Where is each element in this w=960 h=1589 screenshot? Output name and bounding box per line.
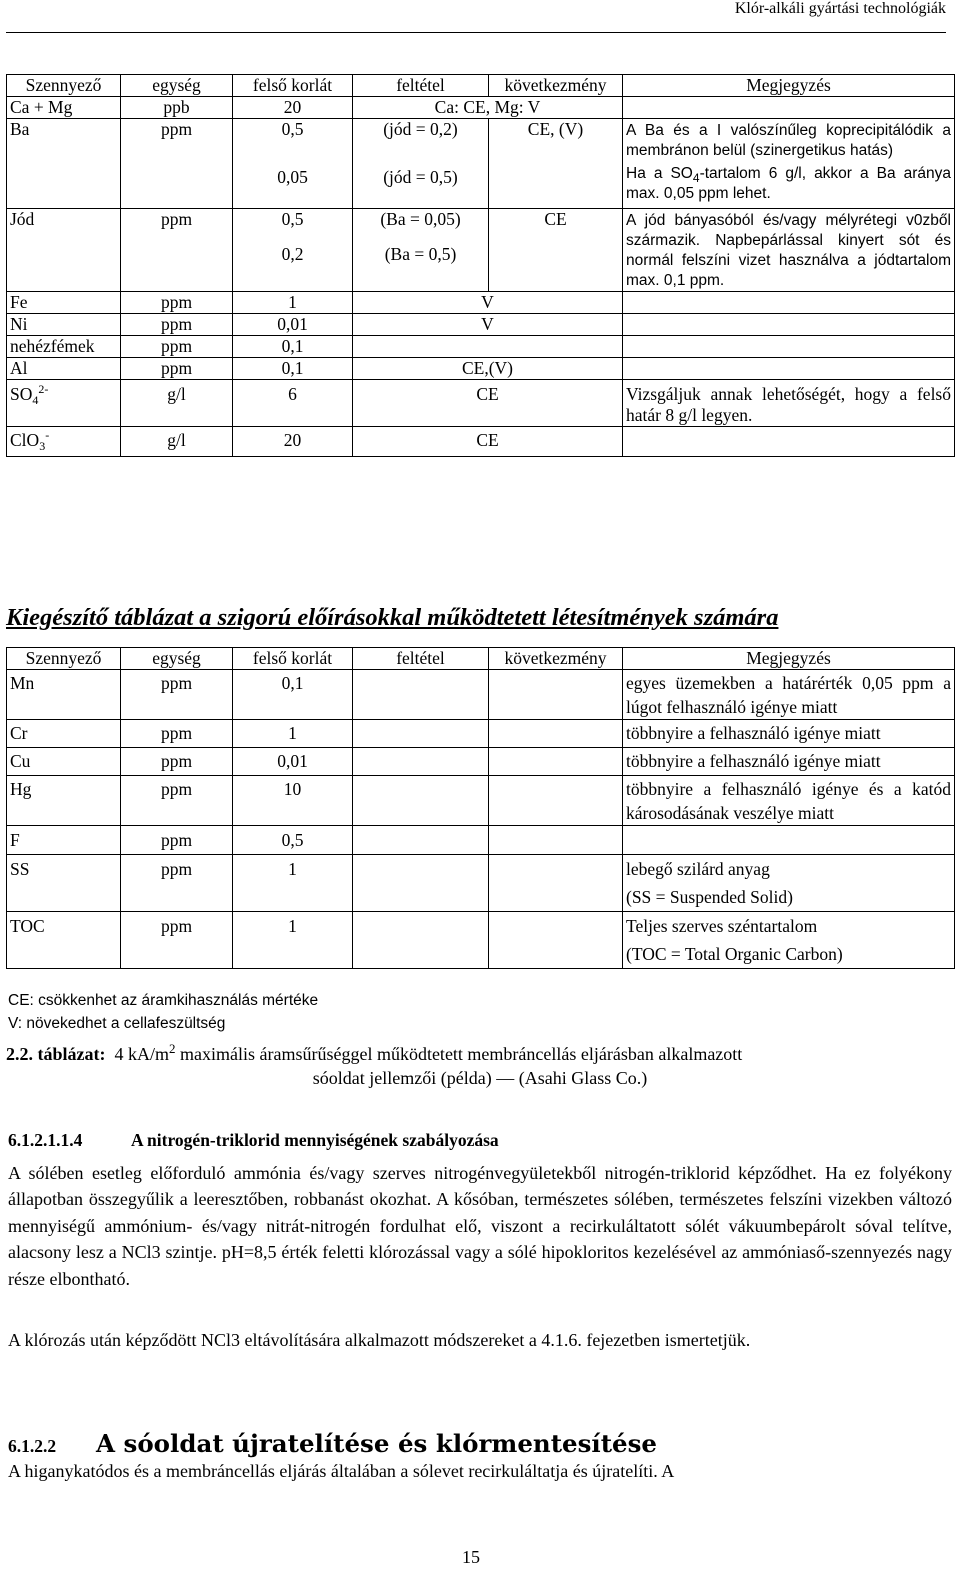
table-row: [7, 427, 955, 457]
column-header: egység: [121, 648, 233, 670]
note-cell: [623, 912, 955, 969]
condition-cell: [353, 209, 489, 292]
table-row: [7, 912, 955, 969]
column-header: feltétel: [353, 648, 489, 670]
paragraph: A klórozás után képződött NCl3 eltávolítására alkalmazott módszereket a 4.1.6. fejezetben ismertetjük.: [8, 1330, 751, 1350]
limit-cell: 1: [233, 912, 353, 969]
column-header: Szennyező: [7, 648, 121, 670]
unit-cell: ppm: [121, 776, 233, 826]
unit-cell: ppm: [121, 358, 233, 380]
impurity-name: ClO$_3$-: [7, 427, 121, 457]
table-row: [7, 119, 955, 209]
condition-cell: [353, 776, 489, 826]
table-row: [7, 670, 955, 720]
consequence-cell: CE, (V): [489, 119, 623, 209]
consequence-cell: CE: [353, 380, 623, 427]
unit-cell: ppm: [121, 314, 233, 336]
note-text: A Ba és a I valószínűleg koprecipitálódik a membránon belül (szinergetikus hatás): [626, 122, 951, 159]
section-title: A sóoldat újratelítése és klórmentesítése: [96, 1429, 658, 1458]
limit-cell: 0,5: [233, 826, 353, 855]
limit-cell: 0,01: [233, 314, 353, 336]
impurity-table: [6, 74, 955, 457]
consequence-cell: [489, 912, 623, 969]
note-cell: többnyire a felhasználó igénye miatt: [623, 748, 955, 776]
impurity-name: Fe: [7, 292, 121, 314]
impurity-name: SS: [7, 855, 121, 912]
note-cell: [623, 292, 955, 314]
table-row: [7, 855, 955, 912]
table-row: [7, 314, 955, 336]
consequence-cell: CE: [489, 209, 623, 292]
legend: [8, 989, 318, 1035]
table-row: [7, 748, 955, 776]
table-row: [7, 97, 955, 119]
impurity-name: Al: [7, 358, 121, 380]
consequence-cell: [489, 720, 623, 748]
consequence-cell: [489, 670, 623, 720]
limit-value: 0,05: [277, 167, 308, 187]
condition-value: (jód = 0,2): [383, 119, 458, 139]
table-row: [7, 826, 955, 855]
impurity-name: Cr: [7, 720, 121, 748]
note-cell: [623, 358, 955, 380]
consequence-cell: CE: [353, 427, 623, 457]
limit-cell: 0,1: [233, 358, 353, 380]
consequence-cell: [489, 855, 623, 912]
condition-cell: [353, 119, 489, 209]
impurity-name: nehézfémek: [7, 336, 121, 358]
note-cell: egyes üzemekben a határérték 0,05 ppm a lúgot felhasználó igénye miatt: [623, 670, 955, 720]
header-rule: [6, 32, 946, 33]
table-row: [7, 380, 955, 427]
limit-cell: 6: [233, 380, 353, 427]
table-row: [7, 209, 955, 292]
unit-cell: g/l: [121, 427, 233, 457]
unit-cell: ppm: [121, 119, 233, 209]
supplementary-table: [6, 647, 955, 969]
limit-cell: 1: [233, 720, 353, 748]
impurity-name: $SO_4^{2-}$: [7, 380, 121, 427]
limit-cell: 0,1: [233, 670, 353, 720]
note-text: Ha a $SO_4$-tartalom 6 g/l, akkor a Ba aránya max. 0,05 ppm lehet.: [626, 165, 951, 202]
consequence-cell: [489, 776, 623, 826]
table-header-row: [7, 75, 955, 97]
impurity-name: Hg: [7, 776, 121, 826]
note-text: (TOC = Total Organic Carbon): [626, 944, 843, 964]
note-text: (SS = Suspended Solid): [626, 887, 793, 907]
limit-cell: 20: [233, 97, 353, 119]
note-text: Teljes szerves széntartalom: [626, 916, 818, 936]
table-row: [7, 720, 955, 748]
limit-cell: [233, 119, 353, 209]
note-cell: [623, 97, 955, 119]
note-text: lebegő szilárd anyag: [626, 859, 770, 879]
section-heading-ncl3: [8, 1130, 499, 1151]
note-cell: [623, 119, 955, 209]
paragraph: A sólében esetleg előforduló ammónia és/vagy szerves nitrogénvegyületekből nitrogén-triklorid képződhet. Ha ez folyékony állapotban összegyűlik a leeresztőben, robbanást okozhat. A kősóban, természetes sólében, természetes felszíni vizekben változó mennyiségű ammónium- és/vagy nitrát-nitrogén fordulhat elő, viszont a recirkuláltatott sólét vákuumbepárolt sóval telítve, alacsony lesz a NCl3 szintje. pH=8,5 érték feletti klórozással vagy a sólé hipokloritos kezelésével az ammóniaső-szennyezés nagy része elbontható.: [8, 1163, 952, 1289]
limit-cell: 20: [233, 427, 353, 457]
table-header-row: [7, 648, 955, 670]
consequence-cell: Ca: CE, Mg: V: [353, 97, 623, 119]
column-header: felső korlát: [233, 75, 353, 97]
note-cell: [623, 427, 955, 457]
impurity-name: Ca + Mg: [7, 97, 121, 119]
impurity-name: Mn: [7, 670, 121, 720]
section-number: 6.1.2.1.1.4: [8, 1130, 83, 1150]
supplementary-table-title: Kiegészítő táblázat a szigorú előírásokkal működtetett létesítmények számára: [6, 604, 779, 631]
note-cell: [623, 314, 955, 336]
consequence-cell: [353, 336, 623, 358]
legend-ce: CE: csökkenhet az áramkihasználás mértéke: [8, 992, 319, 1009]
consequence-cell: [489, 748, 623, 776]
limit-value: 0,2: [281, 244, 304, 264]
impurity-name: Cu: [7, 748, 121, 776]
unit-cell: g/l: [121, 380, 233, 427]
column-header: feltétel: [353, 75, 489, 97]
limit-cell: 1: [233, 855, 353, 912]
unit-cell: ppm: [121, 336, 233, 358]
note-cell: Vizsgáljuk annak lehetőségét, hogy a felső határ 8 g/l legyen.: [623, 380, 955, 427]
condition-cell: [353, 670, 489, 720]
caption-label: 2.2. táblázat:: [6, 1044, 106, 1064]
consequence-cell: V: [353, 314, 623, 336]
consequence-cell: CE,(V): [353, 358, 623, 380]
condition-cell: [353, 912, 489, 969]
limit-cell: 0,1: [233, 336, 353, 358]
section-title: A nitrogén-triklorid mennyiségének szabályozása: [131, 1130, 499, 1150]
impurity-name: Ni: [7, 314, 121, 336]
caption-text: 4 $kA/m^2$ maximális áramsűrűséggel működtetett membráncellás eljárásban alkalmazott: [114, 1041, 743, 1064]
unit-cell: ppm: [121, 748, 233, 776]
impurity-name: TOC: [7, 912, 121, 969]
unit-cell: ppm: [121, 292, 233, 314]
impurity-name: F: [7, 826, 121, 855]
condition-value: (Ba = 0,5): [384, 244, 457, 264]
column-header: következmény: [489, 75, 623, 97]
table-row: [7, 776, 955, 826]
limit-value: 0,5: [281, 119, 304, 139]
unit-cell: ppm: [121, 826, 233, 855]
note-cell: többnyire a felhasználó igénye miatt: [623, 720, 955, 748]
column-header: Megjegyzés: [623, 75, 955, 97]
table-row: [7, 336, 955, 358]
column-header: felső korlát: [233, 648, 353, 670]
column-header: egység: [121, 75, 233, 97]
page-number: 15: [462, 1547, 480, 1567]
limit-value: 0,5: [281, 209, 304, 229]
unit-cell: ppm: [121, 855, 233, 912]
note-cell: többnyire a felhasználó igénye és a katód károsodásának veszélye miatt: [623, 776, 955, 826]
unit-cell: ppb: [121, 97, 233, 119]
limit-cell: 0,01: [233, 748, 353, 776]
unit-cell: ppm: [121, 670, 233, 720]
impurity-name: Jód: [7, 209, 121, 292]
unit-cell: ppm: [121, 720, 233, 748]
condition-value: (Ba = 0,05): [380, 209, 461, 229]
note-cell: [623, 336, 955, 358]
condition-cell: [353, 826, 489, 855]
unit-cell: ppm: [121, 209, 233, 292]
paragraph: A higanykatódos és a membráncellás eljárás általában a sólevet recirkuláltatja és újratelíti. A: [8, 1461, 675, 1481]
note-cell: A jód bányasóból és/vagy mélyrétegi v0zből származik. Napbepárlással kinyert sót és normál felszíni vizet használva a jódtartalom max. 0,1 ppm.: [623, 209, 955, 292]
limit-cell: 10: [233, 776, 353, 826]
note-cell: [623, 826, 955, 855]
consequence-cell: V: [353, 292, 623, 314]
table-row: [7, 292, 955, 314]
column-header: Megjegyzés: [623, 648, 955, 670]
condition-value: (jód = 0,5): [383, 167, 458, 187]
legend-v: V: növekedhet a cellafeszültség: [8, 1015, 226, 1032]
section-heading-resaturation: [8, 1429, 657, 1458]
consequence-cell: [489, 826, 623, 855]
column-header: Szennyező: [7, 75, 121, 97]
column-header: következmény: [489, 648, 623, 670]
condition-cell: [353, 855, 489, 912]
limit-cell: [233, 209, 353, 292]
caption-line2: sóoldat jellemzői (példa) — (Asahi Glass Co.): [312, 1068, 648, 1088]
section-number: 6.1.2.2: [8, 1436, 57, 1456]
condition-cell: [353, 720, 489, 748]
unit-cell: ppm: [121, 912, 233, 969]
page-header: [0, 0, 960, 36]
condition-cell: [353, 748, 489, 776]
table-row: [7, 358, 955, 380]
limit-cell: 1: [233, 292, 353, 314]
note-cell: [623, 855, 955, 912]
header-title: Klór-alkáli gyártási technológiák: [734, 0, 946, 17]
impurity-name: Ba: [7, 119, 121, 209]
table-caption: [6, 1043, 954, 1089]
